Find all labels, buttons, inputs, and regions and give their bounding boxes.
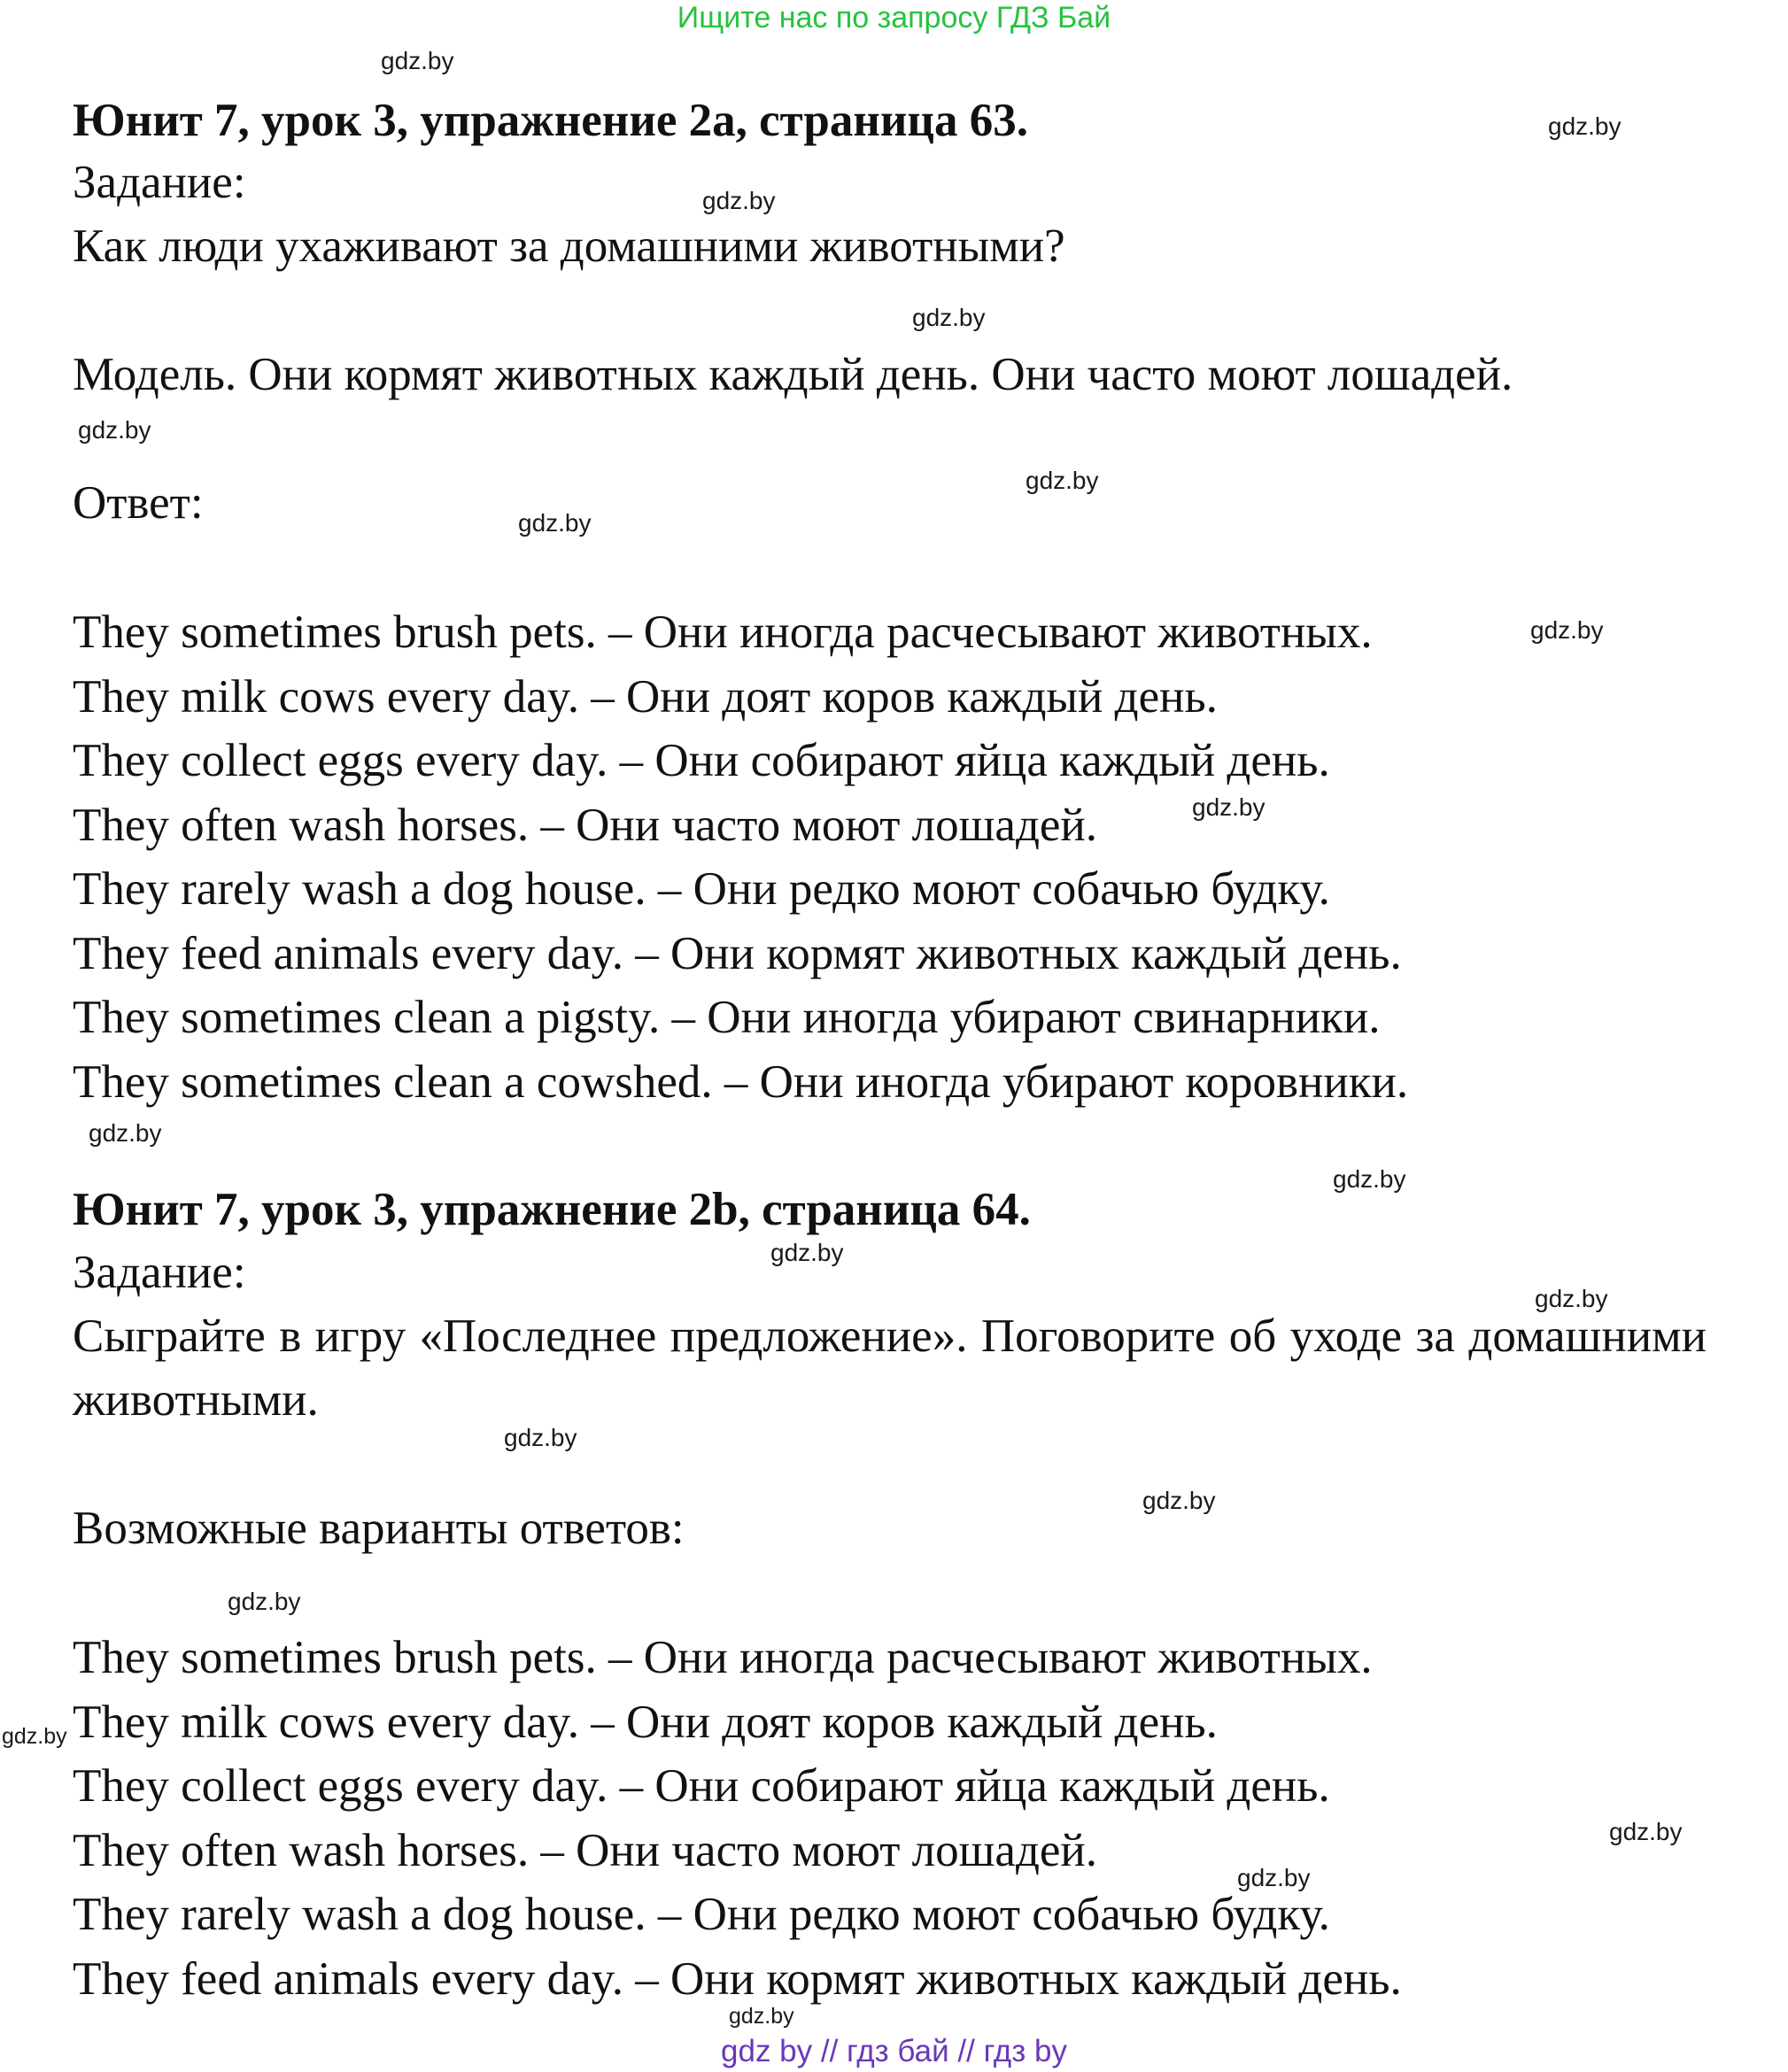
- watermark: gdz.by: [518, 509, 592, 537]
- watermark: gdz.by: [1237, 1864, 1311, 1891]
- watermark: gdz.by: [1192, 793, 1266, 821]
- answer-line: They feed animals every day. – Они кормят животных каждый день.: [73, 927, 1402, 979]
- watermark: gdz.by: [770, 1239, 844, 1266]
- watermark: gdz.by: [89, 1119, 162, 1147]
- watermark: gdz.by: [2, 1724, 67, 1749]
- exercise-2b-task-label: Задание:: [73, 1247, 246, 1298]
- answer-line: They collect eggs every day. – Они собирают яйца каждый день.: [73, 1760, 1330, 1812]
- exercise-2a-title: Юнит 7, урок 3, упражнение 2a, страница 63.: [73, 95, 1028, 146]
- watermark: gdz.by: [1535, 1285, 1608, 1312]
- watermark: gdz.by: [702, 187, 776, 214]
- watermark: gdz.by: [228, 1588, 301, 1615]
- watermark: gdz.by: [381, 47, 454, 74]
- watermark: gdz.by: [78, 416, 151, 444]
- answer-line: They sometimes brush pets. – Они иногда расчесывают животных.: [73, 1632, 1373, 1683]
- answer-line: They collect eggs every day. – Они собирают яйца каждый день.: [73, 735, 1330, 786]
- watermark: gdz.by: [504, 1424, 577, 1451]
- exercise-2a-task-text: Как люди ухаживают за домашними животными?: [73, 220, 1065, 272]
- answer-line: They rarely wash a dog house. – Они редко моют собачью будку.: [73, 1889, 1330, 1940]
- watermark: gdz.by: [1548, 112, 1622, 140]
- exercise-2b-title: Юнит 7, урок 3, упражнение 2b, страница 64.: [73, 1184, 1031, 1235]
- answer-line: They feed animals every day. – Они кормят животных каждый день.: [73, 1952, 1402, 2005]
- answer-line: They milk cows every day. – Они доят коров каждый день.: [73, 670, 1218, 723]
- answer-line: They sometimes clean a cowshed. – Они иногда убирают коровники.: [73, 1055, 1409, 1108]
- exercise-2a-model-text: Модель. Они кормят животных каждый день. Они часто моют лошадей.: [73, 349, 1513, 400]
- exercise-2b-answer-label: Возможные варианты ответов:: [73, 1503, 685, 1554]
- exercise-2a-answer-label: Ответ:: [73, 477, 204, 529]
- watermark: gdz.by: [1026, 467, 1099, 494]
- answer-line: They sometimes clean a pigsty. – Они иногда убирают свинарники.: [73, 992, 1381, 1043]
- search-banner: Ищите нас по запросу ГДЗ Бай: [677, 1, 1111, 35]
- answer-line: They rarely wash a dog house. – Они редко моют собачью будку.: [73, 863, 1330, 915]
- footer-links: gdz by // гдз бай // гдз by: [721, 2034, 1067, 2068]
- exercise-2a-answer-list: [73, 600, 1408, 1114]
- watermark: gdz.by: [1333, 1165, 1406, 1193]
- answer-line: They milk cows every day. – Они доят коров каждый день.: [73, 1696, 1218, 1748]
- watermark: gdz.by: [912, 304, 986, 331]
- exercise-2b-task-text: Сыграйте в игру «Последнее предложение». Поговорите об уходе за домашними животными.: [73, 1310, 1707, 1426]
- watermark: gdz.by: [1609, 1818, 1683, 1845]
- watermark: gdz.by: [729, 2004, 794, 2029]
- watermark: gdz.by: [1530, 616, 1604, 644]
- answer-line: They often wash horses. – Они часто моют лошадей.: [73, 1824, 1098, 1876]
- exercise-2b-answer-list: [73, 1626, 1402, 2011]
- exercise-2a-task-label: Задание:: [73, 157, 246, 208]
- watermark: gdz.by: [1142, 1487, 1216, 1514]
- answer-line: They often wash horses. – Они часто моют лошадей.: [73, 799, 1098, 851]
- answer-line: They sometimes brush pets. – Они иногда расчесывают животных.: [73, 607, 1373, 658]
